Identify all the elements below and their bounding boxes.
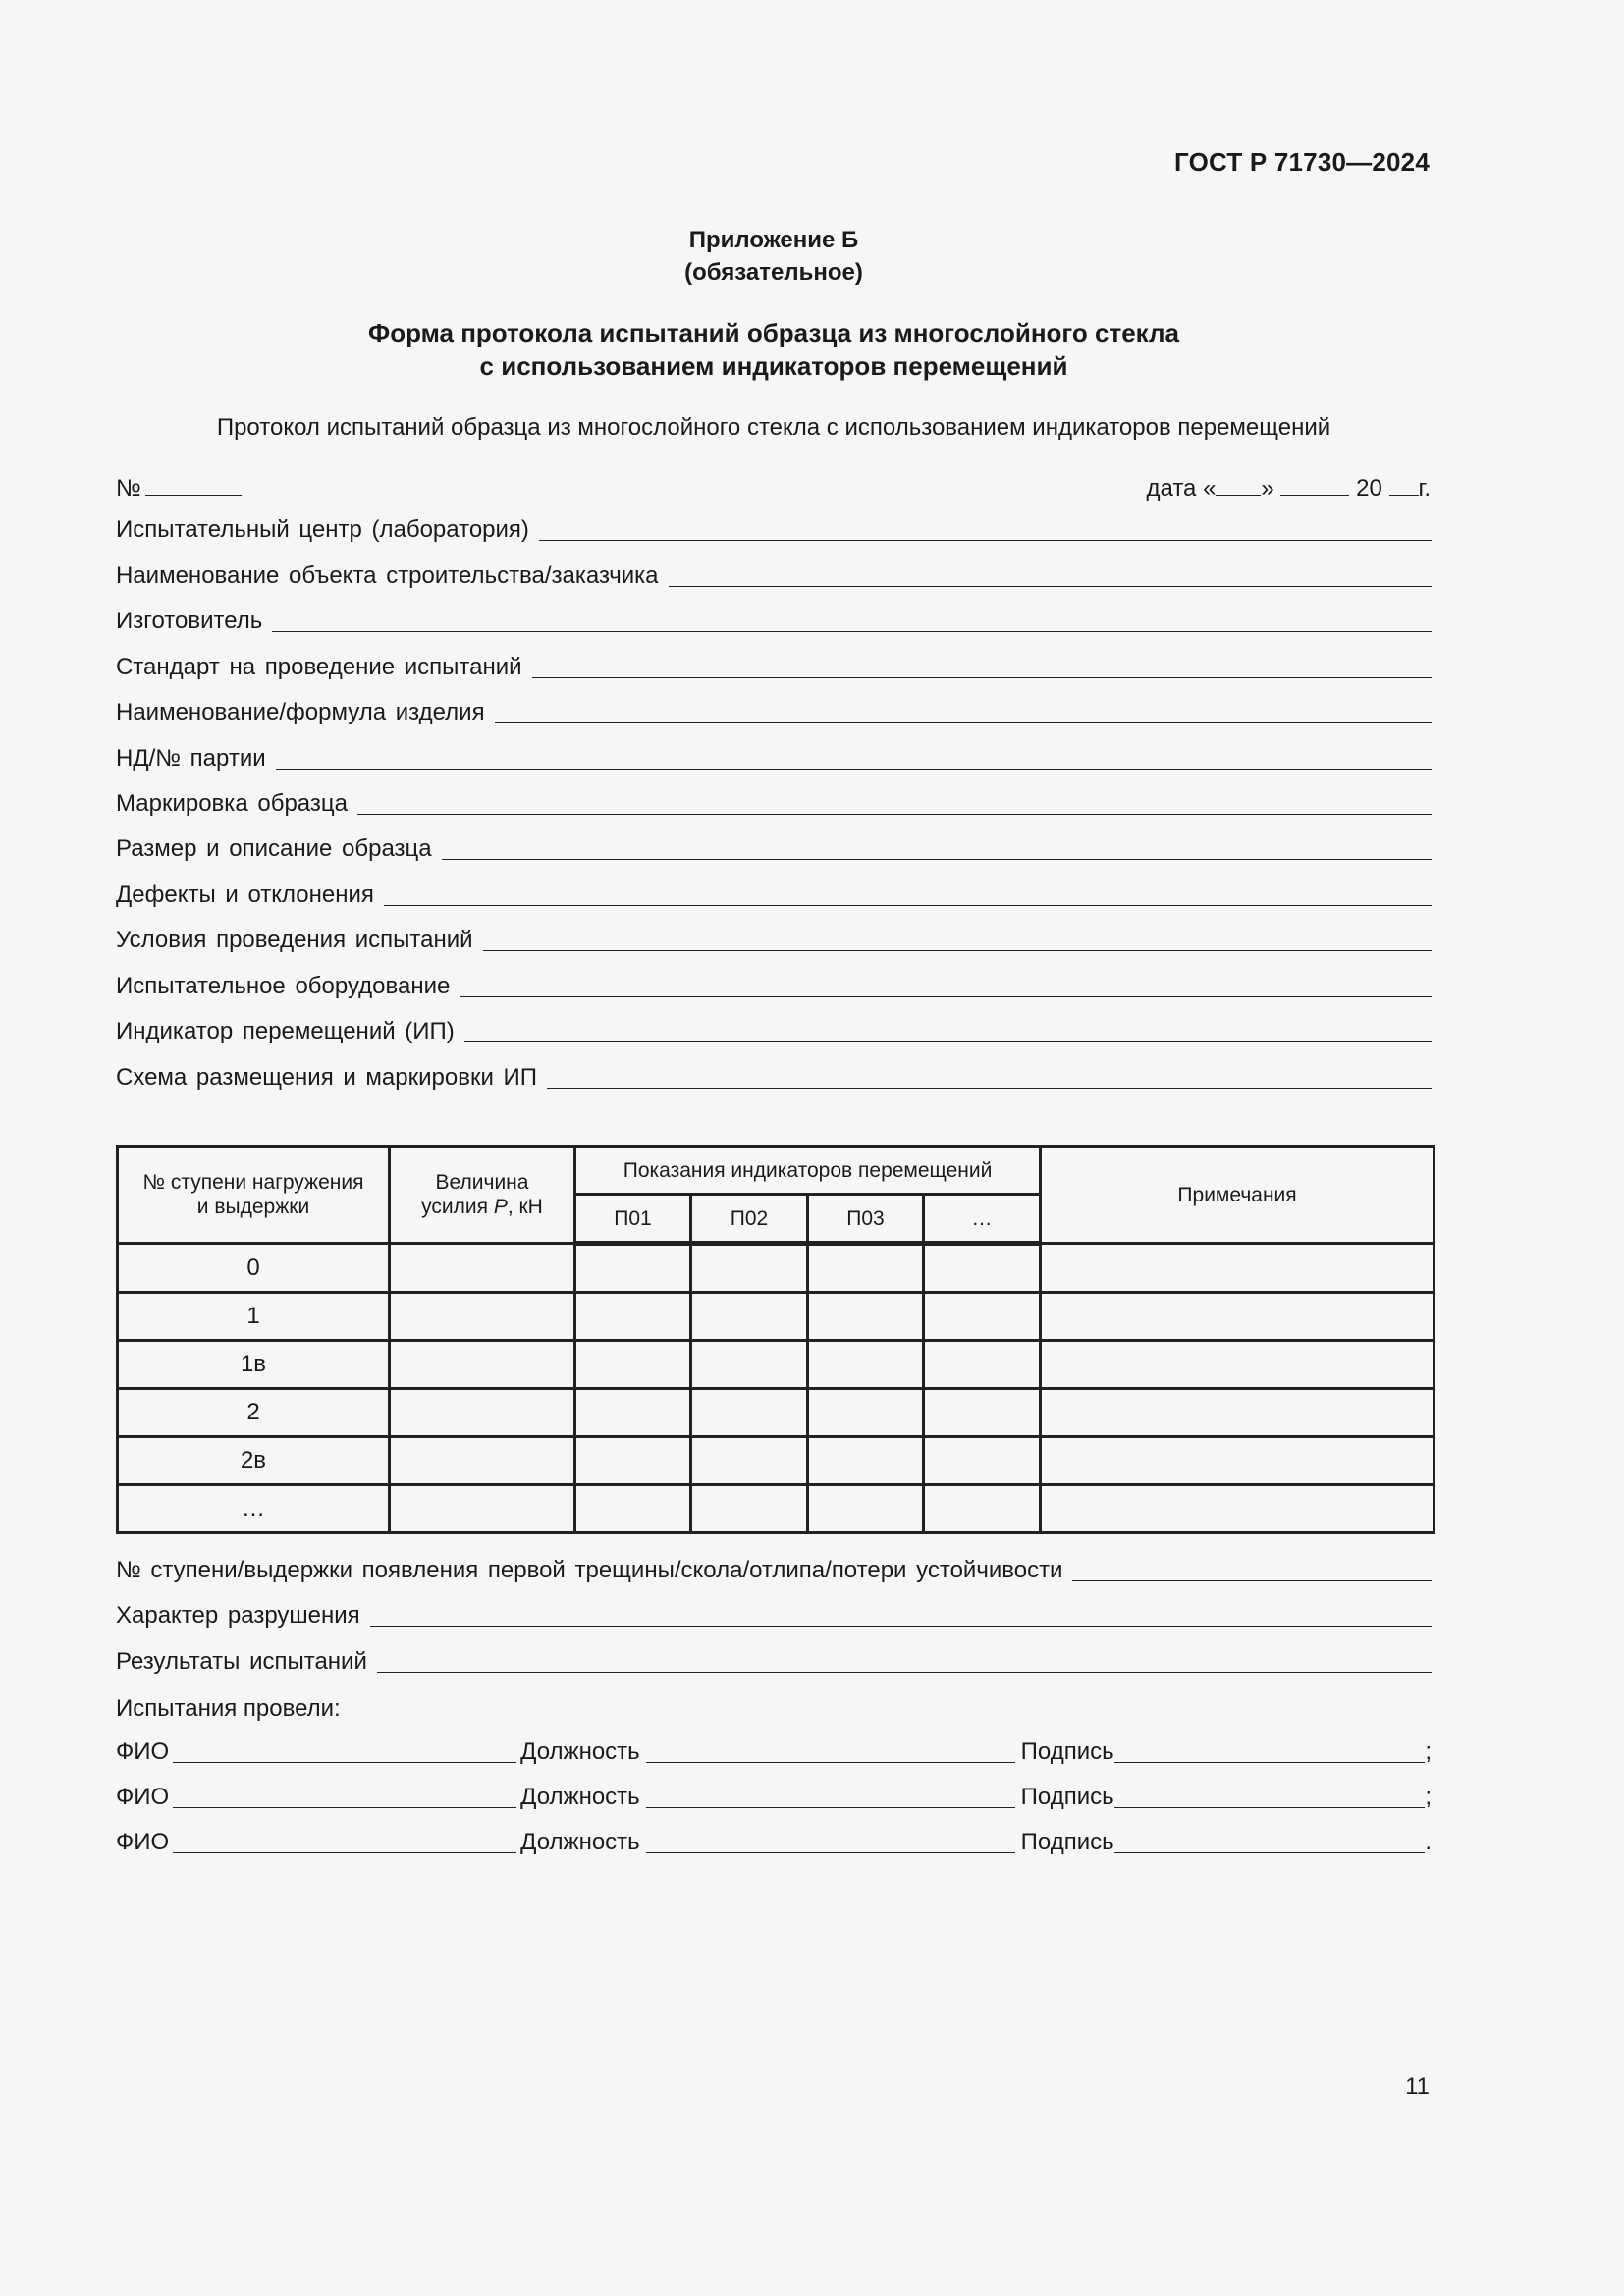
signature-end: ; [1425,1784,1432,1810]
fio-line[interactable] [173,1829,516,1853]
signature-label: Подпись [1020,1738,1114,1765]
signature-row [116,1828,1432,1857]
table-cell[interactable] [924,1341,1041,1389]
fio-line[interactable] [173,1784,516,1808]
form-title [116,316,1432,383]
field-row [116,653,1432,682]
table-cell[interactable] [1041,1244,1435,1293]
fio-label: ФИО [116,1829,170,1855]
field-row [116,561,1432,591]
results-label: Результаты испытаний [116,1648,367,1675]
field-label: Наименование/формула изделия [116,699,485,725]
field-row [116,744,1432,774]
field-label: Наименование объекта строительства/заказчика [116,562,659,589]
field-row [116,698,1432,727]
form-title-line1: Форма протокола испытаний образца из многослойного стекла [368,318,1179,347]
position-label: Должность [520,1829,640,1855]
signature-row [116,1783,1432,1812]
table-cell[interactable] [390,1485,575,1533]
table-row [118,1341,1435,1389]
first-crack-row [116,1556,1432,1585]
field-row [116,1017,1432,1046]
table-cell[interactable] [691,1341,808,1389]
date-mid: » [1261,475,1274,502]
annex-status: (обязательное) [684,259,863,286]
indicator-header: П03 [808,1195,924,1244]
col-force-pre: усилия [421,1196,494,1218]
page-number: 11 [1405,2073,1430,2100]
table-cell[interactable] [575,1244,691,1293]
field-label: Условия проведения испытаний [116,927,473,953]
stage-cell: 1в [118,1341,390,1389]
fio-line[interactable] [173,1738,516,1763]
signature-line[interactable] [1114,1829,1426,1853]
fracture-label: Характер разрушения [116,1602,360,1629]
table-cell[interactable] [575,1485,691,1533]
field-line[interactable] [442,835,1432,860]
table-cell[interactable] [924,1293,1041,1341]
standard-header: ГОСТ Р 71730—2024 [1174,147,1430,177]
stage-cell: 1 [118,1293,390,1341]
field-row [116,881,1432,910]
conducted-label: Испытания провели: [116,1695,341,1722]
results-row [116,1647,1432,1677]
table-cell[interactable] [575,1293,691,1341]
table-cell[interactable] [808,1341,924,1389]
table-cell[interactable] [1041,1389,1435,1437]
table-cell[interactable] [924,1389,1041,1437]
position-label: Должность [520,1738,640,1765]
signature-line[interactable] [1114,1784,1426,1808]
field-row [116,972,1432,1001]
table-cell[interactable] [808,1244,924,1293]
table-cell[interactable] [390,1341,575,1389]
field-label: Дефекты и отклонения [116,881,374,908]
field-row [116,1063,1432,1093]
field-line[interactable] [547,1064,1432,1089]
first-crack-label: № ступени/выдержки появления первой трещины/скола/отлипа/потери устойчивости [116,1557,1063,1583]
field-line[interactable] [460,973,1432,997]
field-label: Маркировка образца [116,790,348,817]
table-cell[interactable] [924,1437,1041,1485]
table-cell[interactable] [808,1389,924,1437]
field-line[interactable] [357,790,1432,815]
field-row [116,834,1432,864]
position-line[interactable] [646,1829,1015,1853]
col-indicators-header: Показания индикаторов перемещений [575,1147,1041,1195]
field-label: Изготовитель [116,608,263,634]
indicator-header: … [924,1195,1041,1244]
date-year-field[interactable] [1389,473,1419,496]
field-line[interactable] [272,608,1432,632]
col-force-line2 [391,1195,573,1219]
fracture-line[interactable] [370,1602,1432,1627]
signature-line[interactable] [1114,1738,1426,1763]
fio-label: ФИО [116,1784,170,1810]
field-line[interactable] [483,927,1432,951]
col-force-line1: Величина [435,1171,529,1194]
table-cell[interactable] [390,1437,575,1485]
table-row [118,1389,1435,1437]
table-cell[interactable] [390,1293,575,1341]
col-force-header [390,1147,575,1244]
field-label: Испытательное оборудование [116,973,451,999]
position-line[interactable] [646,1784,1015,1808]
field-line[interactable] [669,562,1432,587]
stage-cell: 0 [118,1244,390,1293]
date-prefix: дата « [1146,475,1217,502]
field-row [116,926,1432,955]
table-cell[interactable] [390,1244,575,1293]
annex-name: Приложение Б [688,227,859,253]
table-cell[interactable] [924,1244,1041,1293]
fio-label: ФИО [116,1738,170,1765]
annex-title [116,224,1432,289]
table-cell[interactable] [691,1389,808,1437]
results-line[interactable] [377,1648,1432,1673]
table-cell[interactable] [808,1437,924,1485]
table-cell[interactable] [808,1293,924,1341]
field-row [116,515,1432,545]
col-stage-line2: и выдержки [196,1196,310,1218]
signature-label: Подпись [1020,1784,1114,1810]
field-label: НД/№ партии [116,745,266,772]
col-force-var: P [493,1196,508,1218]
signature-label: Подпись [1020,1829,1114,1855]
field-line[interactable] [532,654,1432,678]
protocol-number [116,473,242,503]
field-line[interactable] [276,745,1432,770]
field-line[interactable] [495,699,1432,723]
fracture-row [116,1601,1432,1630]
field-line[interactable] [539,516,1432,541]
table-cell[interactable] [924,1485,1041,1533]
field-label: Схема размещения и маркировки ИП [116,1064,538,1091]
field-row [116,607,1432,636]
field-label: Индикатор перемещений (ИП) [116,1018,455,1044]
table-cell[interactable] [575,1389,691,1437]
position-label: Должность [520,1784,640,1810]
field-label: Стандарт на проведение испытаний [116,654,522,680]
indicator-header: П01 [575,1195,691,1244]
table-cell[interactable] [1041,1293,1435,1341]
table-cell[interactable] [575,1341,691,1389]
table-cell[interactable] [1041,1341,1435,1389]
table-cell[interactable] [1041,1437,1435,1485]
table-cell[interactable] [1041,1485,1435,1533]
table-cell[interactable] [691,1485,808,1533]
date-day-field[interactable] [1216,473,1261,496]
date-year-prefix: 20 [1356,475,1382,502]
number-field[interactable] [145,473,242,496]
indicator-header: П02 [691,1195,808,1244]
stage-cell: … [118,1485,390,1533]
field-row [116,789,1432,819]
table-row [118,1293,1435,1341]
col-force-post: , кН [507,1196,543,1218]
form-title-line2: с использованием индикаторов перемещений [479,351,1068,381]
field-label: Размер и описание образца [116,835,432,862]
col-notes-header: Примечания [1041,1147,1435,1244]
number-label: № [116,475,141,502]
signature-end: ; [1425,1738,1432,1765]
table-cell[interactable] [390,1389,575,1437]
test-results-table [116,1145,1435,1534]
date-month-field[interactable] [1280,473,1349,496]
stage-cell: 2 [118,1389,390,1437]
table-cell[interactable] [575,1437,691,1485]
table-row [118,1485,1435,1533]
protocol-intro: Протокол испытаний образца из многослойного стекла с использованием индикаторов перемещений [216,414,1331,441]
position-line[interactable] [646,1738,1015,1763]
table-cell[interactable] [691,1293,808,1341]
col-stage-line1: № ступени нагружения [142,1171,364,1194]
stage-cell: 2в [118,1437,390,1485]
table-cell[interactable] [691,1244,808,1293]
first-crack-line[interactable] [1072,1557,1432,1581]
field-line[interactable] [384,881,1432,906]
table-row [118,1244,1435,1293]
col-stage-header [118,1147,390,1244]
table-row [118,1437,1435,1485]
signature-row [116,1737,1432,1767]
table-cell[interactable] [691,1437,808,1485]
signature-end: . [1425,1829,1432,1855]
field-line[interactable] [464,1018,1432,1042]
protocol-date [1147,473,1432,503]
field-label: Испытательный центр (лаборатория) [116,516,529,543]
table-cell[interactable] [808,1485,924,1533]
date-suffix: г. [1418,475,1431,502]
